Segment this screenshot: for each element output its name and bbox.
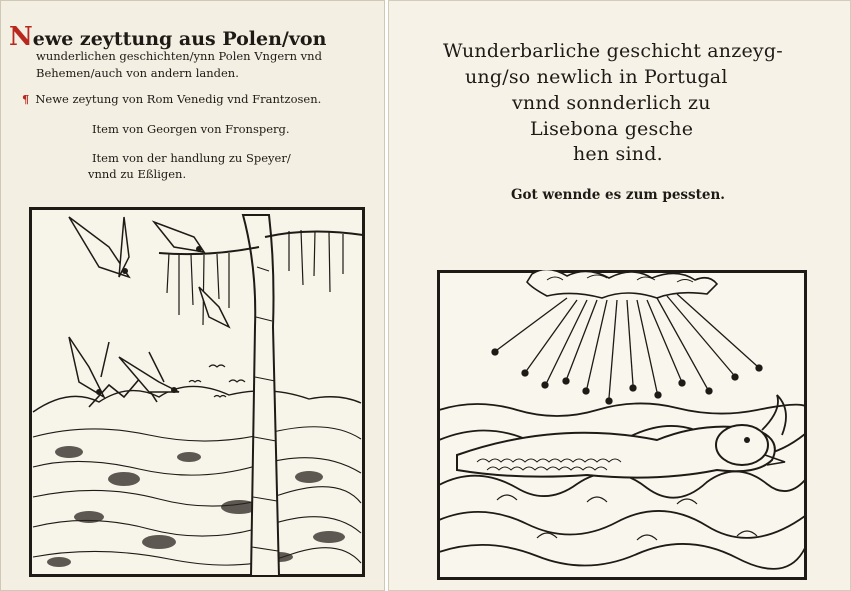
rubric-initial: N: [9, 22, 33, 52]
woodcut-sea-monster-illustration: [437, 270, 807, 580]
left-title-line-1-text: ewe zeyttung aus Polen/von: [32, 28, 327, 50]
right-motto: Got wennde es zum pessten.: [511, 187, 725, 203]
left-news-line-rome-text: Newe zeytung von Rom Venedig vnd Frantzosen.: [35, 92, 322, 106]
right-title-line-5: hen sind.: [573, 143, 663, 165]
woodcut-locusts-illustration: [29, 207, 365, 577]
right-title-line-4: Lisebona gesche: [530, 118, 694, 140]
left-title-line-3: Behemen/auch von andern landen.: [36, 66, 239, 80]
paragraph-mark-icon: ¶: [22, 92, 30, 106]
left-news-line-esslingen: vnnd zu Eßligen.: [88, 167, 187, 181]
left-news-line-fronsperg: Item von Georgen von Fronsperg.: [92, 122, 290, 136]
left-title-line-1: [9, 22, 326, 52]
right-title-line-3: vnnd sonnderlich zu: [512, 92, 711, 114]
right-title-line-1: Wunderbarliche geschicht anzeyg-: [443, 40, 783, 62]
left-news-line-rome: [22, 92, 321, 106]
left-title-line-2: wunderlichen geschichten/ynn Polen Vngern vnd: [36, 49, 322, 63]
right-title-line-2: ung/so newlich in Portugal: [465, 66, 728, 88]
left-news-line-speyer: Item von der handlung zu Speyer/: [92, 151, 291, 165]
